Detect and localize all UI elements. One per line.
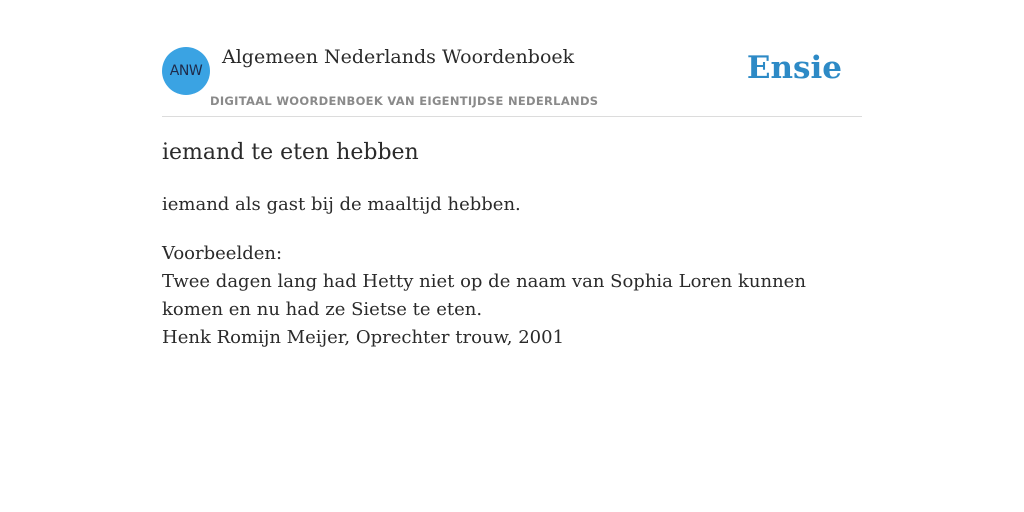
page-container <box>162 0 862 348</box>
example-source: Henk Romijn Meijer, Oprechter trouw, 2001 <box>162 327 565 348</box>
site-title[interactable]: Algemeen Nederlands Woordenboek <box>222 46 575 68</box>
examples-label: Voorbeelden: <box>162 243 283 264</box>
entry-headword: iemand te eten hebben <box>162 140 419 165</box>
site-subtitle: DIGITAAL WOORDENBOEK VAN EIGENTIJDSE NEDERLANDS <box>210 94 599 108</box>
site-header <box>162 0 862 117</box>
anw-logo[interactable]: ANW <box>162 47 210 95</box>
entry-examples <box>162 240 862 352</box>
entry-definition: iemand als gast bij de maaltijd hebben. <box>162 194 521 215</box>
example-text: Twee dagen lang had Hetty niet op de naam van Sophia Loren kunnen komen en nu had ze Sietse te eten. <box>162 271 806 320</box>
ensie-brand-link[interactable]: Ensie <box>746 50 842 86</box>
